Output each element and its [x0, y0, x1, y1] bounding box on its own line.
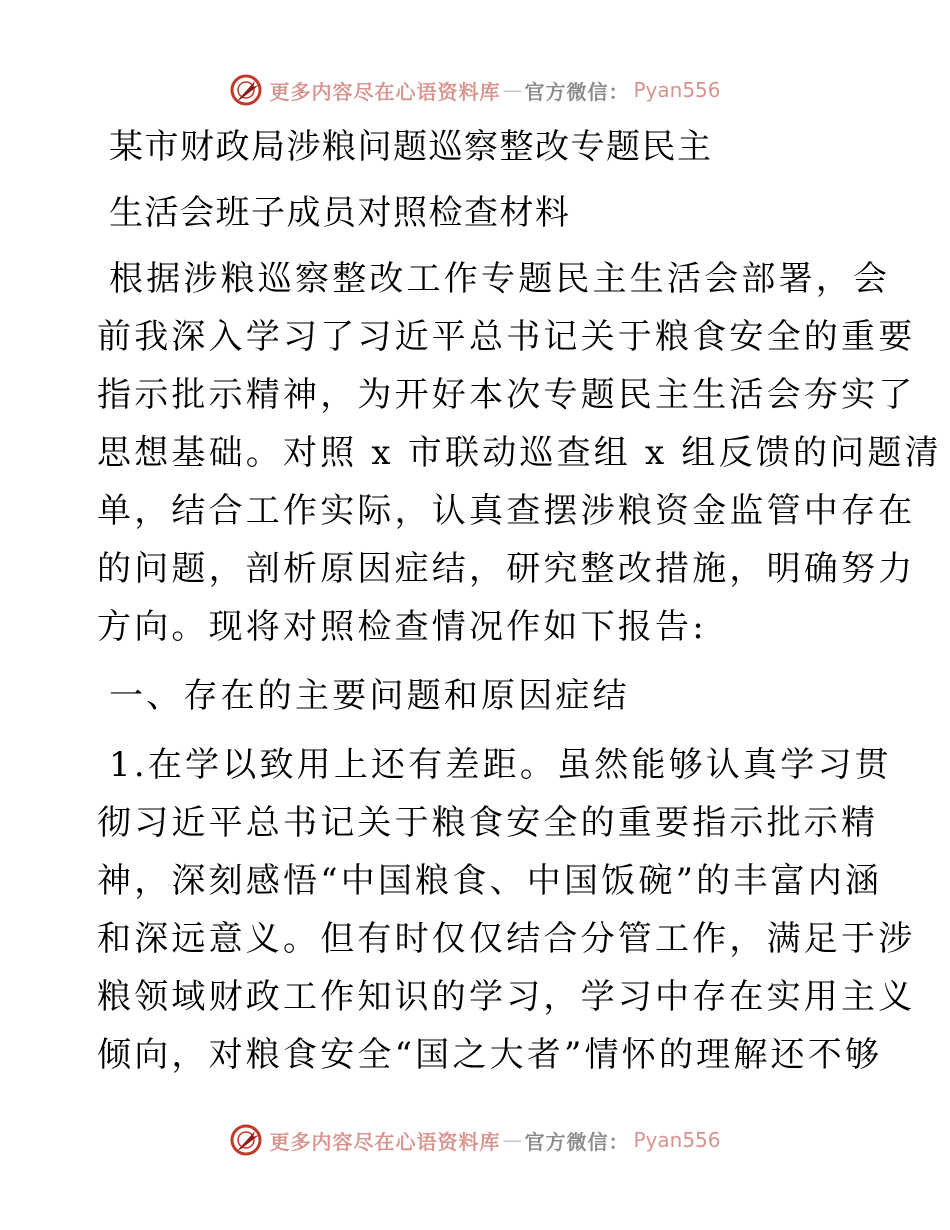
intro-line: 思想基础。对照 x 市联动巡查组 x 组反馈的问题清 [97, 433, 942, 473]
watermark-banner-top [0, 70, 950, 110]
section-heading: 一、存在的主要问题和原因症结 [109, 676, 630, 716]
document-title-line-1: 某市财政局涉粮问题巡察整改专题民主 [109, 127, 713, 167]
watermark-lead-text: 更多内容尽在心语资料库 [269, 1129, 501, 1154]
intro-line: 单，结合工作实际，认真查摆涉粮资金监管中存在 [97, 491, 916, 531]
intro-line: 方向。现将对照检查情况作如下报告: [97, 607, 707, 647]
watermark-official-label: 官方微信： [524, 1129, 630, 1154]
intro-line: 前我深入学习了习近平总书记关于粮食安全的重要 [97, 317, 916, 357]
item1-line: 粮领域财政工作知识的学习，学习中存在实用主义 [97, 977, 916, 1017]
watermark-wechat-id: Pyan556 [633, 78, 721, 102]
item1-line: 神，深刻感悟“中国粮食、中国饭碗”的丰富内涵 [97, 861, 883, 901]
intro-line: 根据涉粮巡察整改工作专题民主生活会部署，会 [109, 259, 891, 299]
watermark-official-label: 官方微信： [524, 79, 630, 104]
quill-circle-logo-icon [229, 1123, 263, 1157]
document-body [97, 118, 942, 1084]
watermark-banner-bottom [0, 1120, 950, 1160]
intro-line: 指示批示精神，为开好本次专题民主生活会夯实了 [97, 375, 916, 415]
item1-line: 和深远意义。但有时仅仅结合分管工作，满足于涉 [97, 919, 916, 959]
document-title-line-2: 生活会班子成员对照检查材料 [109, 193, 571, 233]
item1-line: 倾向，对粮食安全“国之大者”情怀的理解还不够 [97, 1035, 883, 1075]
quill-circle-logo-icon [229, 73, 263, 107]
watermark-wechat-id: Pyan556 [633, 1128, 721, 1152]
watermark-separator: — [502, 78, 523, 102]
item1-line: 彻习近平总书记关于粮食安全的重要指示批示精 [97, 803, 879, 843]
watermark-lead-text: 更多内容尽在心语资料库 [269, 79, 501, 104]
watermark-separator: — [502, 1128, 523, 1152]
item1-line: 1.在学以致用上还有差距。虽然能够认真学习贯 [109, 745, 892, 785]
intro-line: 的问题，剖析原因症结，研究整改措施，明确努力 [97, 549, 916, 589]
